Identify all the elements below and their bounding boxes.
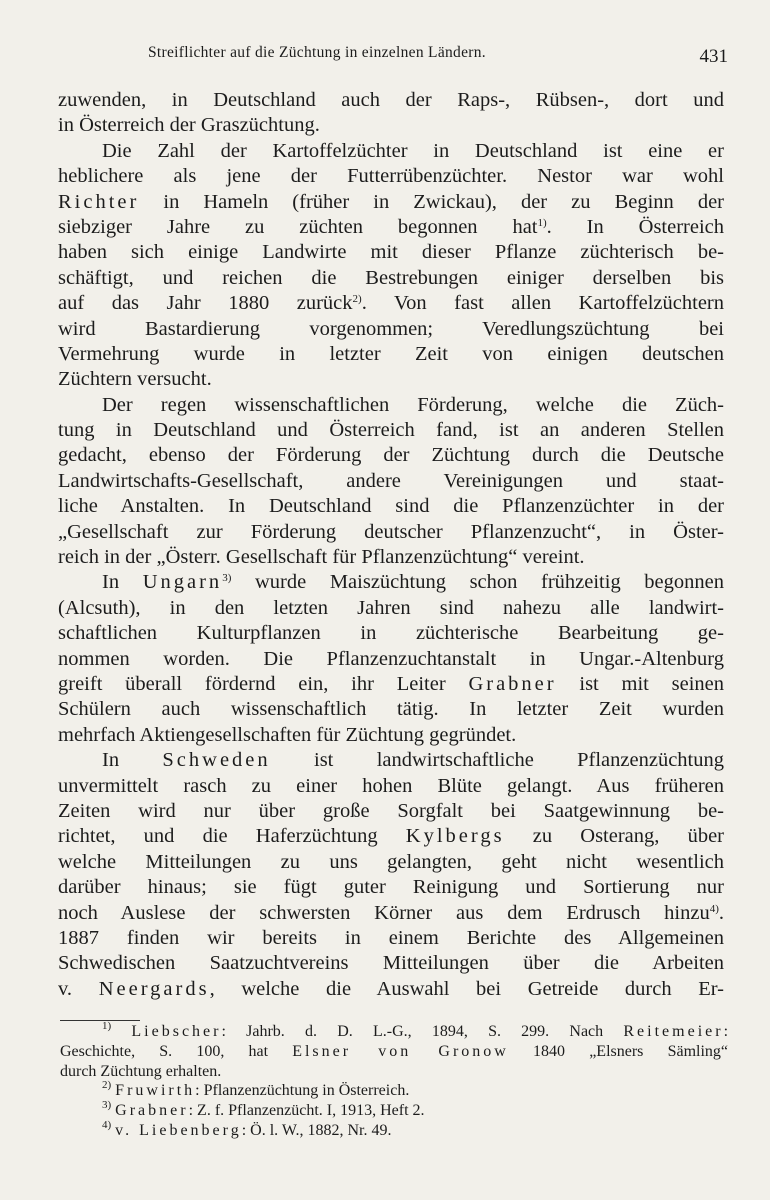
text-line: gedacht, ebenso der Förderung der Züchtung durch die Deutsche xyxy=(58,444,724,467)
text-line: tung in Deutschland und Österreich fand, ist an anderen Stellen xyxy=(58,419,724,442)
person-name: Grabner xyxy=(468,672,557,695)
footnote-marker: 1) xyxy=(102,1020,112,1032)
footnote-marker: 3) xyxy=(102,1099,112,1112)
person-name: Neergards xyxy=(98,977,210,1000)
text-line: Landwirtschafts-Gesellschaft, andere Vereinigungen und staat- xyxy=(58,469,724,492)
text-line: reich in der „Österr. Gesellschaft für Pflanzenzüchtung“ vereint. xyxy=(58,546,585,569)
text-line: auf das Jahr 1880 zurück$^{2)}$. Von fast allen Kartoffelzüchtern xyxy=(58,292,724,315)
footnote-ref: 2) xyxy=(352,293,362,306)
page-header xyxy=(148,44,728,74)
text-line: In Schweden ist landwirtschaftliche Pflanzenzüchtung xyxy=(102,749,724,772)
text-line: greift überall fördernd ein, ihr Leiter Grabner ist mit seinen xyxy=(58,672,724,695)
text-line: Züchtern versucht. xyxy=(58,368,212,391)
footnote-marker: 2) xyxy=(102,1079,112,1092)
text-line: liche Anstalten. In Deutschland sind die Pflanzenzüchter in der xyxy=(58,495,724,518)
text-line: richtet, und die Haferzüchtung Kylbergs zu Osterang, über xyxy=(58,825,724,848)
text-line: wird Bastardierung vorgenommen; Veredlungszüchtung bei xyxy=(58,317,724,340)
text-line: Schülern auch wissenschaftlich tätig. In letzter Zeit wurden xyxy=(58,698,724,721)
footnote-separator xyxy=(60,1020,140,1021)
body-text xyxy=(58,88,724,1002)
text-line: mehrfach Aktiengesellschaften für Züchtung gegründet. xyxy=(58,723,517,746)
footnote-ref: 1) xyxy=(537,216,547,229)
person-name: Richter xyxy=(58,190,140,213)
page-number: 431 xyxy=(699,46,728,67)
text-line: in Österreich der Graszüchtung. xyxy=(58,114,320,137)
text-line: heblichere als jene der Futterrübenzüchter. Nestor war wohl xyxy=(58,165,724,188)
person-name: Kylbergs xyxy=(405,825,505,848)
text-line: In Ungarn$^{3)}$ wurde Maiszüchtung schon frühzeitig begonnen xyxy=(102,571,725,594)
text-line: noch Auslese der schwersten Körner aus dem Erdrusch hinzu$^{4)}$. xyxy=(58,901,724,924)
running-head: Streiflichter auf die Züchtung in einzelnen Ländern. xyxy=(148,44,486,61)
footnote-1-cont: durch Züchtung erhalten. xyxy=(60,1062,222,1080)
text-line: Der regen wissenschaftlichen Förderung, welche die Züch- xyxy=(102,393,724,416)
text-line: zuwenden, in Deutschland auch der Raps-, Rübsen-, dort und xyxy=(58,89,724,111)
footnote-4: $^{4)}$ v. Liebenberg: Ö. l. W., 1882, Nr. 49. xyxy=(102,1118,392,1139)
text-line: unvermittelt rasch zu einer hohen Blüte gelangt. Aus früheren xyxy=(58,774,724,797)
text-line: nommen worden. Die Pflanzenzuchtanstalt in Ungar.-Altenburg xyxy=(58,647,724,670)
footnote-ref: 3) xyxy=(222,572,232,585)
text-line: Richter in Hameln (früher in Zwickau), der zu Beginn der xyxy=(58,190,724,213)
country-name: Schweden xyxy=(162,749,271,772)
text-line: v. Neergards, welche die Auswahl bei Getreide durch Er- xyxy=(58,977,724,1000)
country-name: Ungarn xyxy=(142,571,223,594)
footnote-1-cont: Geschichte, S. 100, hat Elsner von Gronow 1840 „Elsners Sämling“ xyxy=(60,1042,729,1060)
text-line: schaftlichen Kulturpflanzen in züchterische Bearbeitung ge- xyxy=(58,622,724,645)
text-line: (Alcsuth), in den letzten Jahren sind nahezu alle landwirt- xyxy=(58,596,724,619)
text-line: Schwedischen Saatzuchtvereins Mitteilungen über die Arbeiten xyxy=(58,952,724,975)
footnotes xyxy=(60,1022,728,1141)
footnote-marker: 4) xyxy=(102,1118,112,1131)
text-line: haben sich einige Landwirte mit dieser Pflanze züchterisch be- xyxy=(58,241,724,264)
text-line: siebziger Jahre zu züchten begonnen hat$^{1)}$. In Österreich xyxy=(58,215,725,238)
text-line: Die Zahl der Kartoffelzüchter in Deutschland ist eine er xyxy=(102,139,724,162)
text-line: „Gesellschaft zur Förderung deutscher Pflanzenzucht“, in Öster- xyxy=(58,520,724,543)
footnote-2: $^{2)}$ Fruwirth: Pflanzenzüchtung in Österreich. xyxy=(102,1079,410,1100)
text-line: schäftigt, und reichen die Bestrebungen einiger derselben bis xyxy=(58,266,724,289)
footnote-1: $^{1)}$ Liebscher: Jahrb. d. D. L.-G., 1894, S. 299. Nach Reitemeier: xyxy=(102,1020,729,1040)
footnote-ref: 4) xyxy=(709,902,719,915)
text-line: Zeiten wird nur über große Sorgfalt bei Saatgewinnung be- xyxy=(58,799,724,822)
text-line: welche Mitteilungen zu uns gelangten, geht nicht wesentlich xyxy=(58,850,724,873)
footnote-3: $^{3)}$ Grabner: Z. f. Pflanzenzücht. I, 1913, Heft 2. xyxy=(102,1099,425,1120)
text-line: 1887 finden wir bereits in einem Berichte des Allgemeinen xyxy=(58,926,724,949)
text-line: darüber hinaus; sie fügt guter Reinigung und Sortierung nur xyxy=(58,876,724,899)
text-line: Vermehrung wurde in letzter Zeit von einigen deutschen xyxy=(58,342,724,365)
